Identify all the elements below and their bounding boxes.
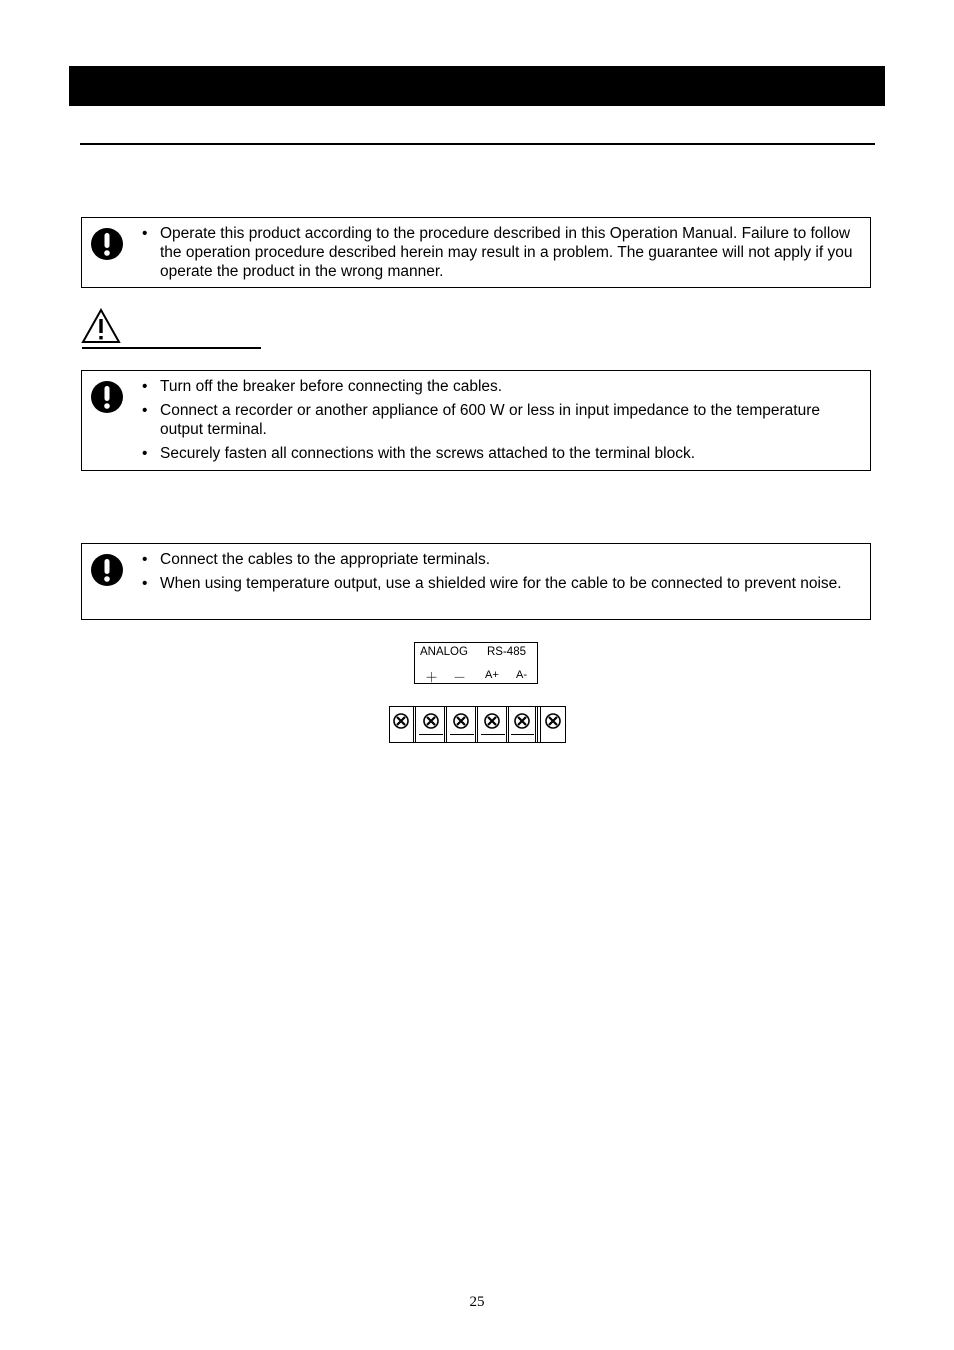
notice-item: • Turn off the breaker before connecting the cables. — [140, 377, 862, 396]
exclamation-circle-icon — [90, 380, 124, 414]
screw-icon — [546, 714, 560, 728]
label-rs485: RS-485 — [487, 646, 526, 658]
notice-item: • Operate this product according to the procedure described in this Operation Manual. Failure to follow the operation procedure described herein may result in a problem. The guarantee will not apply if you operate the product in the wrong manner. — [140, 224, 862, 281]
warning-triangle-icon — [81, 308, 121, 344]
notice-item: • Connect the cables to the appropriate terminals. — [140, 550, 862, 569]
screw-icon — [485, 714, 499, 728]
screw-icon — [515, 714, 529, 728]
terminal-block — [389, 706, 566, 743]
label-analog: ANALOG — [420, 646, 468, 658]
notice-box-operation — [81, 217, 871, 288]
terminal-label-panel — [414, 642, 538, 684]
exclamation-circle-icon — [90, 553, 124, 587]
notice-item: • When using temperature output, use a shielded wire for the cable to be connected to prevent noise. — [140, 574, 862, 593]
screw-icon — [454, 714, 468, 728]
notice-list — [140, 224, 862, 286]
exclamation-circle-icon — [90, 227, 124, 261]
page-number: 25 — [469, 1294, 485, 1310]
notice-item: • Connect a recorder or another appliance of 600 W or less in input impedance to the temperature output terminal. — [140, 401, 862, 439]
caution-underline — [82, 347, 261, 349]
label-rs485-a-plus: A+ — [485, 669, 499, 681]
notice-box-caution — [81, 370, 871, 471]
notice-item: • Securely fasten all connections with the screws attached to the terminal block. — [140, 444, 862, 463]
label-analog-minus: － — [453, 670, 467, 685]
notice-list — [140, 550, 862, 598]
notice-list — [140, 377, 862, 468]
screw-icon — [424, 714, 438, 728]
screw-icon — [394, 714, 408, 728]
section-rule — [80, 143, 875, 145]
label-analog-plus: ＋ — [425, 670, 439, 685]
label-rs485-a-minus: A- — [516, 669, 527, 681]
header-bar — [69, 66, 885, 106]
notice-box-connection — [81, 543, 871, 620]
